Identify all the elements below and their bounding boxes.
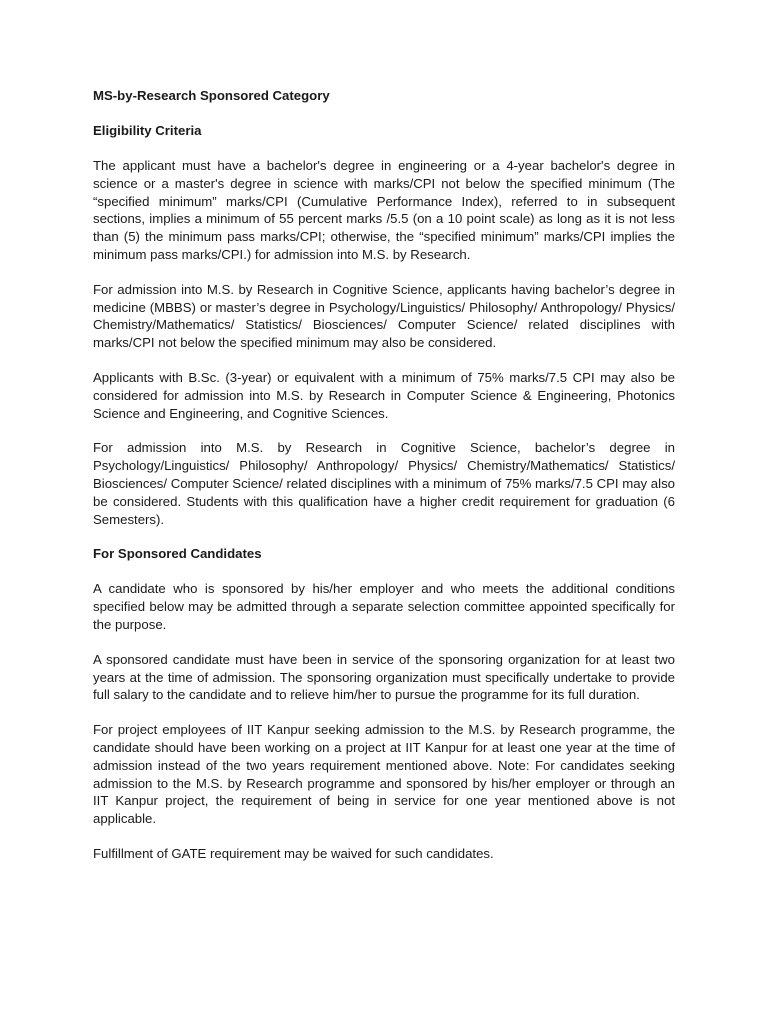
eligibility-paragraph: The applicant must have a bachelor's degree in engineering or a 4-year bachelor's degree in science or a master's degree in science with marks/CPI not below the specified minimum (The “specified minimum” marks/CPI (Cumulative Performance Index), referred to in subsequent sections, implies a minimum of 55 percent marks /5.5 (on a 10 point scale) as long as it is not less than (5) the minimum pass marks/CPI; otherwise, the “specified minimum” marks/CPI implies the minimum pass marks/CPI.) for admission into M.S. by Research.	[93, 158, 675, 262]
document-title: MS-by-Research Sponsored Category	[93, 88, 330, 103]
section-heading-sponsored: For Sponsored Candidates	[93, 546, 262, 562]
section-heading-eligibility: Eligibility Criteria	[93, 123, 202, 138]
sponsored-paragraph: Fulfillment of GATE requirement may be waived for such candidates.	[93, 845, 494, 861]
sponsored-paragraph: A candidate who is sponsored by his/her employer and who meets the additional conditions specified below may be admitted through a separate selection committee appointed specifically for the purpose.	[93, 581, 675, 632]
document-page	[93, 87, 675, 880]
sponsored-paragraph: For project employees of IIT Kanpur seeking admission to the M.S. by Research programme, the candidate should have been working on a project at IIT Kanpur for at least one year at the time of admission instead of the two years requirement mentioned above. Note: For candidates seeking admission to the M.S. by Research programme and sponsored by his/her employer or through an IIT Kanpur project, the requirement of being in service for one year mentioned above is not applicable.	[93, 722, 675, 827]
eligibility-paragraph: Applicants with B.Sc. (3-year) or equivalent with a minimum of 75% marks/7.5 CPI may also be considered for admission into M.S. by Research in Computer Science & Engineering, Photonics Science and Engineering, and Cognitive Sciences.	[93, 369, 675, 421]
eligibility-paragraph: For admission into M.S. by Research in Cognitive Science, applicants having bachelor’s degree in medicine (MBBS) or master’s degree in Psychology/Linguistics/ Philosophy/ Anthropology/ Physics/ Chemistry/Mathematics/ Statistics/ Biosciences/ Computer Science/ related disciplines with marks/CPI not below the specified minimum may also be considered.	[93, 281, 675, 351]
eligibility-paragraph: For admission into M.S. by Research in Cognitive Science, bachelor’s degree in Psychology/Linguistics/ Philosophy/ Anthropology/ Physics/ Chemistry/Mathematics/ Statistics/ Biosciences/ Computer Science/ related disciplines with a minimum of 75% marks/7.5 CPI may also be considered. Students with this qualification have a higher credit requirement for graduation (6 Semesters).	[93, 440, 675, 527]
sponsored-paragraph: A sponsored candidate must have been in service of the sponsoring organization for at least two years at the time of admission. The sponsoring organization must specifically undertake to provide full salary to the candidate and to relieve him/her to pursue the programme for its full duration.	[93, 651, 675, 703]
